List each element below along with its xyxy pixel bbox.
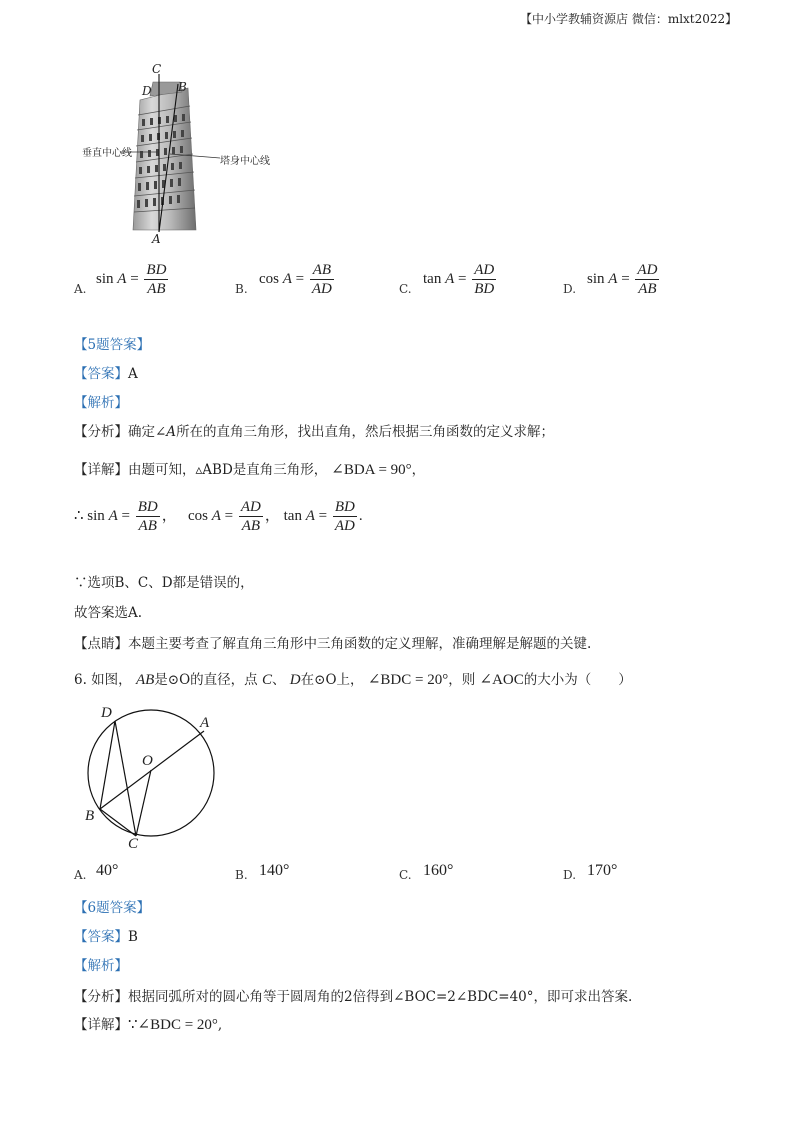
circle-label-c: C — [128, 836, 139, 852]
q5-comment-line: 【点睛】本题主要考查了解直角三角形中三角函数的定义理解，准确理解是解题的关键. — [74, 636, 592, 652]
q6-answer-line: 【答案】B — [74, 929, 138, 945]
q6-section-title: 【6题答案】 — [74, 900, 151, 916]
tower-label-a: A — [152, 232, 161, 246]
q5-options: A. sin A = $\frac{BD}{AB}$ B. cos A = $\frac{AB}{AD}$ C. tan A = $\frac{AD}{BD}$ D. sin A = $\frac{AD}{AB}$ — [74, 262, 658, 297]
circle-label-d: D — [101, 705, 112, 721]
q5-final-line: 故答案选A. — [74, 605, 143, 621]
q5-section-title: 【5题答案】 — [74, 337, 151, 353]
q6-stem: 6. 如图， AB是⊙O的直径，点 C、 D在⊙O上， ∠BDC = 20°，则 ∠AOC的大小为（ ） — [74, 672, 632, 688]
circle-label-a: A — [200, 715, 210, 731]
q6-detail-line: 【详解】∵∠BDC = 20°, — [74, 1017, 223, 1033]
q5-equations-line: ∴ sin A = $\frac{BD}{AB}$ ， cos A = $\frac{AD}{AB}$ ， tan A = $\frac{BD}{AD}$ . — [74, 499, 363, 534]
leaning-tower-figure — [78, 60, 278, 250]
vertical-centerline-label: 垂直中心线 — [82, 148, 132, 159]
tower-label-c: C — [152, 62, 162, 76]
tower-centerline-label: 塔身中心线 — [220, 156, 270, 167]
q6-fenxi-line: 【分析】根据同弧所对的圆心角等于圆周角的2倍得到∠BOC=2∠BDC=40°，即可求出答案. — [74, 989, 633, 1005]
tower-label-b: B — [178, 80, 187, 94]
q5-analysis-tag: 【解析】 — [74, 395, 128, 411]
q6-analysis-tag: 【解析】 — [74, 958, 128, 974]
q5-fenxi-line: 【分析】确定∠A所在的直角三角形，找出直角，然后根据三角函数的定义求解； — [74, 424, 555, 440]
circle-label-b: B — [85, 808, 95, 824]
page-header: 【中小学教辅资源店 微信：mlxt2022】 — [520, 12, 738, 26]
tower-label-d: D — [142, 84, 152, 98]
q5-answer-line: 【答案】A — [74, 366, 138, 382]
circle-label-o: O — [142, 753, 153, 769]
q6-options: A. 40° B. 140° C. 160° D. 170° — [74, 862, 618, 882]
circle-figure — [78, 705, 228, 855]
q5-detail-line: 【详解】由题可知，▵ABD是直角三角形， ∠BDA = 90°， — [74, 462, 426, 478]
q5-wrong-options-line: ∵选项B、C、D都是错误的， — [74, 575, 254, 591]
